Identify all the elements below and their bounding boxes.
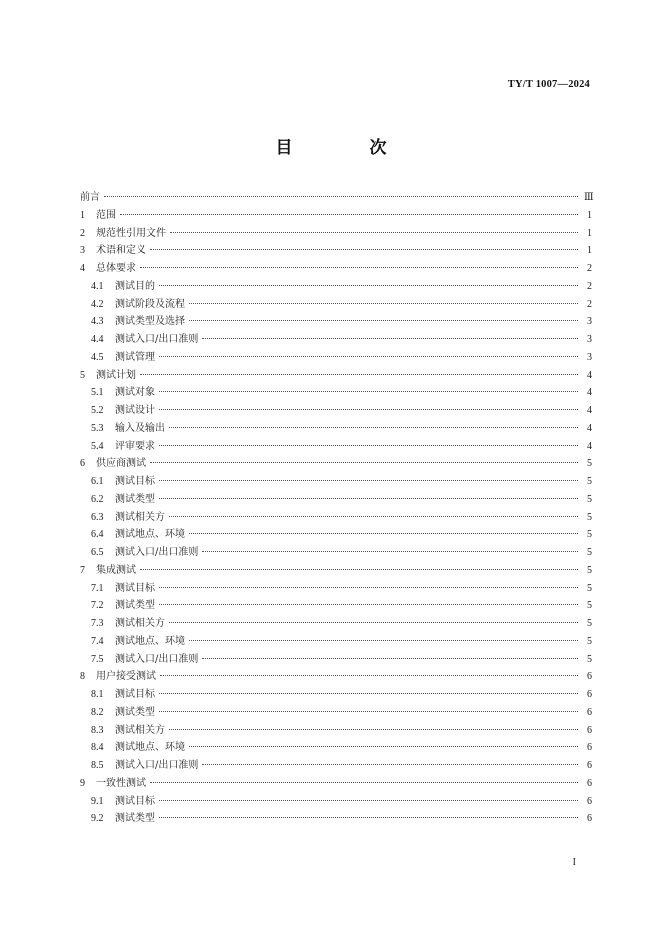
toc-entry[interactable] [80, 455, 592, 473]
toc-subentry[interactable] [80, 473, 592, 491]
toc-entry-number: 4.1 [91, 280, 104, 292]
toc-entry-number: 5.3 [91, 422, 104, 434]
toc-title: 目 次 [275, 138, 417, 158]
toc-entry-page: 6 [587, 689, 592, 700]
toc-subentry[interactable] [80, 491, 592, 509]
toc-entry-page: 4 [587, 405, 592, 416]
toc-subentry[interactable] [80, 509, 592, 527]
toc-entry-number: 8 [80, 671, 85, 683]
toc-entry-page: 6 [587, 706, 592, 718]
toc-entry-page: 5 [587, 511, 592, 523]
document-code: TY/T 1007—2024 [507, 79, 590, 90]
toc-subentry[interactable] [80, 686, 592, 704]
toc-subentry[interactable] [80, 526, 592, 544]
toc-entry-page: 3 [587, 334, 592, 345]
toc-entry[interactable] [80, 260, 592, 278]
toc-subentry[interactable] [80, 633, 592, 651]
toc-dot-leader [104, 195, 578, 197]
toc-entry-number: 4.2 [91, 298, 104, 310]
toc-dot-leader [159, 479, 578, 481]
toc-dot-leader [159, 816, 578, 818]
toc-subentry[interactable] [80, 544, 592, 562]
toc-dot-leader [120, 213, 578, 215]
toc-entry-label: 测试对象 [115, 387, 155, 399]
toc-entry-page: 4 [587, 440, 592, 452]
toc-entry-number: 8.5 [91, 760, 104, 771]
toc-entry-label: 集成测试 [96, 564, 136, 576]
toc-entry-number: 6.3 [91, 511, 104, 523]
toc-entry-page: 4 [587, 387, 592, 399]
toc-dot-leader [159, 586, 578, 588]
toc-dot-leader [159, 497, 578, 499]
toc-entry-page: 5 [587, 653, 592, 665]
toc-entry-page: 2 [587, 263, 592, 274]
toc-entry-page: 6 [587, 777, 592, 789]
toc-entry-page: 2 [587, 280, 592, 292]
toc-entry-label: 测试管理 [115, 351, 155, 363]
toc-entry-number: 3 [80, 245, 85, 257]
toc-entry-number: 8.3 [91, 724, 104, 736]
toc-subentry[interactable] [80, 704, 592, 722]
toc-entry-label: 测试目标 [115, 582, 155, 594]
toc-subentry[interactable] [80, 384, 592, 402]
toc-subentry[interactable] [80, 580, 592, 598]
toc-subentry[interactable] [80, 757, 592, 775]
toc-dot-leader [169, 728, 578, 730]
toc-entry-label: 用户接受测试 [96, 671, 156, 683]
toc-entry-page: 6 [587, 724, 592, 736]
toc-entry-number: 7.4 [91, 635, 104, 647]
toc-dot-leader [159, 355, 578, 357]
toc-entry-label: 测试目标 [115, 795, 155, 807]
toc-subentry[interactable] [80, 597, 592, 615]
toc-dot-leader [150, 781, 578, 783]
toc-dot-leader [159, 444, 578, 446]
toc-entry-label: 测试类型 [115, 813, 155, 825]
toc-entry-page: 5 [587, 564, 592, 576]
toc-dot-leader [159, 692, 578, 694]
toc-entry-number: 4.5 [91, 351, 104, 363]
toc-entry-label: 测试类型 [115, 706, 155, 718]
toc-entry-number: 7.2 [91, 600, 104, 612]
toc-entry-label: 规范性引用文件 [96, 227, 166, 239]
toc-subentry[interactable] [80, 722, 592, 740]
toc-dot-leader [159, 408, 578, 410]
toc-entry-label: 前言 [80, 192, 100, 203]
toc-dot-leader [159, 284, 578, 286]
toc-dot-leader [202, 550, 578, 552]
toc-entry-label: 测试阶段及流程 [115, 298, 185, 310]
toc-dot-leader [140, 568, 578, 570]
toc-subentry[interactable] [80, 278, 592, 296]
toc-entry-page: 1 [587, 227, 592, 239]
toc-entry-label: 测试地点、环境 [115, 529, 185, 541]
toc-dot-leader [159, 390, 578, 392]
toc-entry[interactable] [80, 242, 592, 260]
toc-dot-leader [202, 657, 578, 659]
toc-entry-page: 5 [587, 600, 592, 612]
table-of-contents [80, 189, 592, 828]
toc-dot-leader [140, 373, 578, 375]
toc-entry-label: 测试目标 [115, 689, 155, 700]
toc-entry-number: 4 [80, 263, 85, 274]
toc-entry-label: 总体要求 [96, 263, 136, 274]
toc-entry-page: 5 [587, 635, 592, 647]
toc-dot-leader [189, 319, 578, 321]
toc-entry[interactable] [80, 225, 592, 243]
toc-dot-leader [169, 426, 578, 428]
toc-dot-leader [159, 710, 578, 712]
toc-entry-number: 6.4 [91, 529, 104, 541]
toc-entry-number: 7.1 [91, 582, 104, 594]
toc-subentry[interactable] [80, 810, 592, 828]
toc-subentry[interactable] [80, 739, 592, 757]
toc-entry[interactable] [80, 775, 592, 793]
toc-entry-page: 6 [587, 795, 592, 807]
toc-entry-label: 测试类型 [115, 493, 155, 505]
toc-entry-label: 测试入口/出口准则 [115, 547, 199, 558]
toc-entry-number: 6.5 [91, 547, 104, 558]
toc-dot-leader [159, 603, 578, 605]
toc-dot-leader [189, 302, 578, 304]
toc-subentry[interactable] [80, 420, 592, 438]
toc-subentry[interactable] [80, 402, 592, 420]
toc-dot-leader [160, 674, 578, 676]
toc-subentry[interactable] [80, 615, 592, 633]
toc-entry-number: 6.2 [91, 493, 104, 505]
toc-entry-page: 5 [587, 547, 592, 558]
toc-entry-page: 5 [587, 582, 592, 594]
toc-entry-label: 一致性测试 [96, 777, 146, 789]
toc-entry-number: 5.4 [91, 440, 104, 452]
toc-entry-number: 4.3 [91, 316, 104, 328]
toc-entry-number: 7 [80, 564, 85, 576]
toc-subentry[interactable] [80, 793, 592, 811]
toc-entry-number: 1 [80, 209, 85, 221]
toc-entry-number: 8.4 [91, 742, 104, 754]
toc-entry-label: 评审要求 [115, 440, 155, 452]
toc-entry-number: 9.2 [91, 813, 104, 825]
toc-entry-label: 测试入口/出口准则 [115, 653, 199, 665]
toc-entry-page: 1 [587, 209, 592, 221]
toc-entry-label: 测试地点、环境 [115, 742, 185, 754]
toc-subentry[interactable] [80, 438, 592, 456]
toc-entry-label: 测试相关方 [115, 618, 165, 629]
toc-dot-leader [170, 231, 578, 233]
toc-entry-number: 9 [80, 777, 85, 789]
toc-entry-number: 7.5 [91, 653, 104, 665]
toc-entry[interactable] [80, 367, 592, 385]
toc-entry-number: 4.4 [91, 334, 104, 345]
toc-subentry[interactable] [80, 331, 592, 349]
toc-dot-leader [169, 515, 578, 517]
toc-dot-leader [150, 248, 578, 250]
toc-dot-leader [189, 745, 578, 747]
toc-dot-leader [140, 266, 578, 268]
toc-entry-page: 5 [587, 529, 592, 541]
toc-dot-leader [202, 763, 578, 765]
toc-dot-leader [189, 532, 578, 534]
toc-entry[interactable] [80, 562, 592, 580]
toc-subentry[interactable] [80, 651, 592, 669]
toc-entry-page: 6 [587, 742, 592, 754]
toc-entry-page: 6 [587, 760, 592, 771]
toc-entry-page: 6 [587, 671, 592, 683]
toc-entry-label: 测试类型及选择 [115, 316, 185, 328]
toc-dot-leader [189, 639, 578, 641]
toc-entry-number: 5.1 [91, 387, 104, 399]
toc-entry-label: 测试设计 [115, 405, 155, 416]
toc-entry-number: 5 [80, 369, 85, 381]
toc-entry-number: 8.2 [91, 706, 104, 718]
toc-entry-number: 7.3 [91, 618, 104, 629]
toc-entry-label: 测试相关方 [115, 511, 165, 523]
toc-subentry[interactable] [80, 296, 592, 314]
toc-entry-page: 3 [587, 351, 592, 363]
toc-entry-number: 6 [80, 458, 85, 470]
toc-subentry[interactable] [80, 349, 592, 367]
toc-entry-number: 6.1 [91, 476, 104, 487]
toc-subentry[interactable] [80, 313, 592, 331]
toc-entry-page: 5 [587, 493, 592, 505]
toc-entry-number: 5.2 [91, 405, 104, 416]
toc-entry-page: 2 [587, 298, 592, 310]
toc-entry-page: 5 [587, 476, 592, 487]
toc-entry-label: 测试入口/出口准则 [115, 760, 199, 771]
toc-entry-label: 术语和定义 [96, 245, 146, 257]
toc-dot-leader [169, 621, 578, 623]
toc-entry-page: 3 [587, 316, 592, 328]
toc-entry-label: 范围 [96, 209, 116, 221]
toc-entry-page: 4 [587, 422, 592, 434]
toc-entry-label: 测试类型 [115, 600, 155, 612]
toc-entry[interactable] [80, 668, 592, 686]
toc-entry[interactable] [80, 207, 592, 225]
toc-entry[interactable] [80, 189, 592, 207]
toc-entry-page: 6 [587, 813, 592, 825]
toc-entry-page: Ⅲ [584, 192, 594, 203]
toc-dot-leader [202, 337, 578, 339]
toc-entry-label: 测试地点、环境 [115, 635, 185, 647]
toc-entry-number: 8.1 [91, 689, 104, 700]
toc-entry-number: 9.1 [91, 795, 104, 807]
toc-dot-leader [150, 461, 578, 463]
toc-entry-label: 供应商测试 [96, 458, 146, 470]
toc-entry-label: 测试目标 [115, 476, 155, 487]
page-number: I [572, 857, 576, 868]
toc-dot-leader [159, 799, 578, 801]
toc-entry-page: 5 [587, 618, 592, 629]
toc-entry-label: 测试相关方 [115, 724, 165, 736]
toc-entry-page: 4 [587, 369, 592, 381]
toc-entry-label: 测试入口/出口准则 [115, 334, 199, 345]
toc-entry-number: 2 [80, 227, 85, 239]
toc-entry-page: 5 [587, 458, 592, 470]
toc-entry-page: 1 [587, 245, 592, 257]
toc-entry-label: 输入及输出 [115, 422, 165, 434]
toc-entry-label: 测试目的 [115, 280, 155, 292]
toc-entry-label: 测试计划 [96, 369, 136, 381]
